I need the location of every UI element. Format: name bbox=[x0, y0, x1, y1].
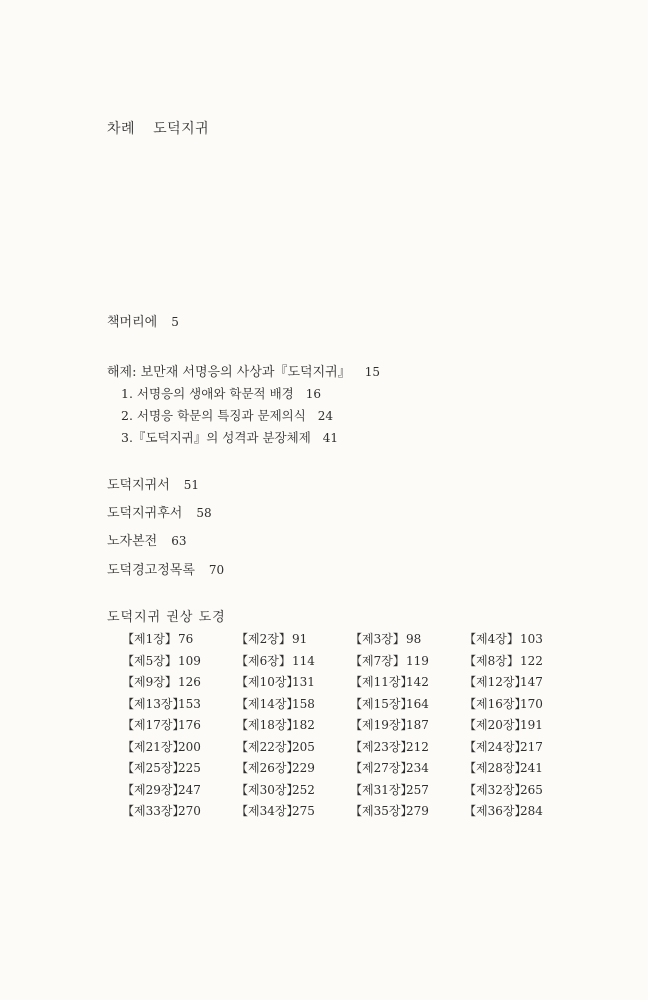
chapter-label: 【제25장】 bbox=[122, 761, 185, 775]
toc-entry-revised-index[interactable] bbox=[107, 559, 224, 578]
chapter-row bbox=[122, 781, 562, 803]
toc-subentry-label: 3.『도덕지귀』의 성격과 분장체제 bbox=[121, 430, 311, 445]
chapter-label: 【제15장】 bbox=[350, 696, 413, 711]
chapter-label: 【제1장】 bbox=[122, 632, 177, 646]
chapter-page: 217 bbox=[520, 739, 543, 754]
chapter-entry[interactable] bbox=[122, 781, 201, 798]
chapter-label: 【제26장】 bbox=[236, 761, 299, 775]
chapter-entry[interactable] bbox=[236, 716, 315, 733]
chapter-label: 【제8장】 bbox=[464, 653, 519, 668]
chapter-page: 109 bbox=[178, 653, 201, 668]
chapter-row bbox=[122, 716, 562, 738]
chapter-label: 【제13장】 bbox=[122, 696, 185, 711]
chapter-row bbox=[122, 695, 562, 717]
section-title: 도덕지귀 권상 도경 bbox=[107, 610, 226, 625]
chapter-row bbox=[122, 759, 562, 781]
chapter-row bbox=[122, 630, 562, 652]
toc-entry-label: 해제: 보만재 서명응의 사상과『도덕지귀』 bbox=[107, 365, 351, 380]
toc-entry-page: 15 bbox=[364, 365, 380, 379]
toc-entry-label: 도덕경고정목록 bbox=[107, 563, 195, 578]
chapter-page: 164 bbox=[406, 696, 429, 711]
toc-entry-label: 노자본전 bbox=[107, 534, 158, 549]
chapter-label: 【제22장】 bbox=[236, 739, 299, 754]
chapter-entry[interactable] bbox=[122, 716, 201, 733]
toc-subentry-page: 41 bbox=[322, 431, 339, 445]
chapter-page: 275 bbox=[292, 804, 315, 818]
chapter-entry[interactable] bbox=[464, 738, 543, 755]
chapter-label: 【제35장】 bbox=[350, 804, 413, 818]
chapter-entry[interactable] bbox=[350, 630, 421, 647]
chapter-label: 【제18장】 bbox=[236, 718, 299, 732]
chapter-entry[interactable] bbox=[350, 673, 429, 690]
chapter-entry[interactable] bbox=[236, 695, 315, 712]
chapter-entry[interactable] bbox=[122, 759, 201, 776]
toc-entry-postface[interactable] bbox=[107, 502, 212, 521]
chapter-entry[interactable] bbox=[350, 759, 429, 776]
chapter-page: 229 bbox=[292, 761, 315, 775]
chapter-page: 205 bbox=[292, 739, 315, 754]
toc-subentry-label: 1. 서명응의 생애와 학문적 배경 bbox=[121, 386, 294, 401]
chapter-row bbox=[122, 673, 562, 695]
chapter-entry[interactable] bbox=[464, 716, 543, 733]
chapter-page: 98 bbox=[406, 632, 422, 646]
toc-subentry-page: 16 bbox=[305, 387, 322, 401]
chapter-page: 126 bbox=[178, 675, 201, 689]
chapter-label: 【제9장】 bbox=[122, 675, 177, 689]
chapter-entry[interactable] bbox=[236, 630, 307, 647]
chapter-label: 【제28장】 bbox=[464, 761, 527, 775]
chapter-entry[interactable] bbox=[464, 781, 543, 798]
chapter-entry[interactable] bbox=[236, 673, 315, 690]
chapter-label: 【제31장】 bbox=[350, 782, 413, 797]
toc-subentry-3[interactable] bbox=[121, 428, 338, 446]
chapter-label: 【제7장】 bbox=[350, 653, 405, 668]
toc-subentry-label: 2. 서명응 학문의 특징과 문제의식 bbox=[121, 408, 306, 423]
chapter-entry[interactable] bbox=[464, 652, 543, 669]
chapter-page: 76 bbox=[178, 632, 194, 646]
chapter-page: 191 bbox=[520, 718, 543, 732]
chapter-label: 【제3장】 bbox=[350, 632, 405, 646]
chapter-label: 【제16장】 bbox=[464, 696, 527, 711]
chapter-label: 【제29장】 bbox=[122, 782, 185, 797]
header-label: 차례 bbox=[107, 121, 136, 137]
chapter-label: 【제24장】 bbox=[464, 739, 527, 754]
chapter-label: 【제14장】 bbox=[236, 696, 299, 711]
chapter-page: 103 bbox=[520, 632, 543, 646]
chapter-label: 【제20장】 bbox=[464, 718, 527, 732]
toc-entry-label: 도덕지귀서 bbox=[107, 478, 170, 493]
chapter-entry[interactable] bbox=[236, 802, 315, 819]
chapter-label: 【제32장】 bbox=[464, 782, 527, 797]
chapter-page: 247 bbox=[178, 782, 201, 797]
chapter-entry[interactable] bbox=[236, 781, 315, 798]
chapter-page: 176 bbox=[178, 718, 201, 732]
chapter-entry[interactable] bbox=[236, 759, 315, 776]
chapter-entry[interactable] bbox=[122, 802, 201, 819]
chapter-entry[interactable] bbox=[464, 695, 543, 712]
toc-entry-page: 63 bbox=[171, 534, 187, 548]
chapter-label: 【제27장】 bbox=[350, 761, 413, 775]
chapter-entry[interactable] bbox=[464, 802, 543, 819]
chapter-entry[interactable] bbox=[350, 781, 429, 798]
chapter-page: 182 bbox=[292, 718, 315, 732]
chapter-page: 170 bbox=[520, 696, 543, 711]
toc-subentry-page: 24 bbox=[317, 409, 334, 423]
chapter-entry[interactable] bbox=[122, 673, 201, 690]
chapter-page: 122 bbox=[520, 653, 543, 668]
chapter-entry[interactable] bbox=[122, 695, 201, 712]
chapter-page: 225 bbox=[178, 761, 201, 775]
chapter-row bbox=[122, 738, 562, 760]
chapter-page: 142 bbox=[406, 675, 429, 689]
chapter-entry[interactable] bbox=[464, 759, 543, 776]
chapter-label: 【제30장】 bbox=[236, 782, 299, 797]
chapter-page: 131 bbox=[292, 675, 315, 689]
chapter-page: 257 bbox=[406, 782, 429, 797]
toc-entry-label: 도덕지귀후서 bbox=[107, 506, 183, 521]
chapter-label: 【제2장】 bbox=[236, 632, 291, 646]
chapter-page: 147 bbox=[520, 675, 543, 689]
chapter-label: 【제4장】 bbox=[464, 632, 519, 646]
chapter-page: 284 bbox=[520, 804, 543, 818]
chapter-entry[interactable] bbox=[350, 802, 429, 819]
toc-entry-commentary[interactable] bbox=[107, 361, 380, 380]
chapter-label: 【제12장】 bbox=[464, 675, 527, 689]
chapter-entry[interactable] bbox=[236, 652, 315, 669]
toc-entry-preface[interactable] bbox=[107, 311, 179, 330]
toc-subentry-1[interactable] bbox=[121, 384, 321, 402]
chapter-entry[interactable] bbox=[350, 695, 429, 712]
chapter-page: 279 bbox=[406, 804, 429, 818]
chapter-entry[interactable] bbox=[122, 738, 201, 755]
chapter-label: 【제5장】 bbox=[122, 653, 177, 668]
chapter-entry[interactable] bbox=[122, 630, 193, 647]
chapter-page: 212 bbox=[406, 739, 429, 754]
chapter-label: 【제11장】 bbox=[350, 675, 413, 689]
chapter-entry[interactable] bbox=[350, 716, 429, 733]
chapter-entry[interactable] bbox=[350, 738, 429, 755]
toc-entry-laozi-biography[interactable] bbox=[107, 530, 187, 549]
chapter-page: 91 bbox=[292, 632, 308, 646]
chapter-page: 187 bbox=[406, 718, 429, 732]
toc-entry-page: 5 bbox=[171, 315, 179, 329]
header-title: 도덕지귀 bbox=[153, 121, 210, 137]
chapter-label: 【제17장】 bbox=[122, 718, 185, 732]
chapter-page: 241 bbox=[520, 761, 543, 775]
page-header bbox=[107, 118, 209, 138]
toc-entry-label: 책머리에 bbox=[107, 315, 158, 330]
chapter-page: 119 bbox=[406, 653, 429, 668]
chapter-label: 【제23장】 bbox=[350, 739, 413, 754]
chapter-label: 【제19장】 bbox=[350, 718, 413, 732]
toc-entry-page: 51 bbox=[183, 478, 200, 492]
chapter-grid bbox=[122, 630, 562, 824]
chapter-label: 【제33장】 bbox=[122, 804, 185, 818]
chapter-page: 265 bbox=[520, 782, 543, 797]
toc-entry-page: 58 bbox=[196, 506, 212, 520]
chapter-page: 158 bbox=[292, 696, 315, 711]
chapter-page: 234 bbox=[406, 761, 429, 775]
chapter-label: 【제21장】 bbox=[122, 739, 185, 754]
chapter-page: 252 bbox=[292, 782, 315, 797]
chapter-entry[interactable] bbox=[236, 738, 315, 755]
chapter-page: 200 bbox=[178, 739, 201, 754]
chapter-row bbox=[122, 802, 562, 824]
chapter-entry[interactable] bbox=[122, 652, 201, 669]
chapter-label: 【제36장】 bbox=[464, 804, 527, 818]
chapter-entry[interactable] bbox=[464, 673, 543, 690]
chapter-entry[interactable] bbox=[350, 652, 429, 669]
chapter-entry[interactable] bbox=[464, 630, 543, 647]
chapter-label: 【제10장】 bbox=[236, 675, 299, 689]
toc-entry-preface-text[interactable] bbox=[107, 474, 199, 493]
toc-entry-page: 70 bbox=[208, 563, 225, 577]
chapter-label: 【제34장】 bbox=[236, 804, 299, 818]
toc-subentry-2[interactable] bbox=[121, 406, 333, 424]
chapter-page: 153 bbox=[178, 696, 201, 711]
chapter-page: 114 bbox=[292, 653, 315, 668]
chapter-page: 270 bbox=[178, 804, 201, 818]
chapter-label: 【제6장】 bbox=[236, 653, 291, 668]
chapter-row bbox=[122, 652, 562, 674]
